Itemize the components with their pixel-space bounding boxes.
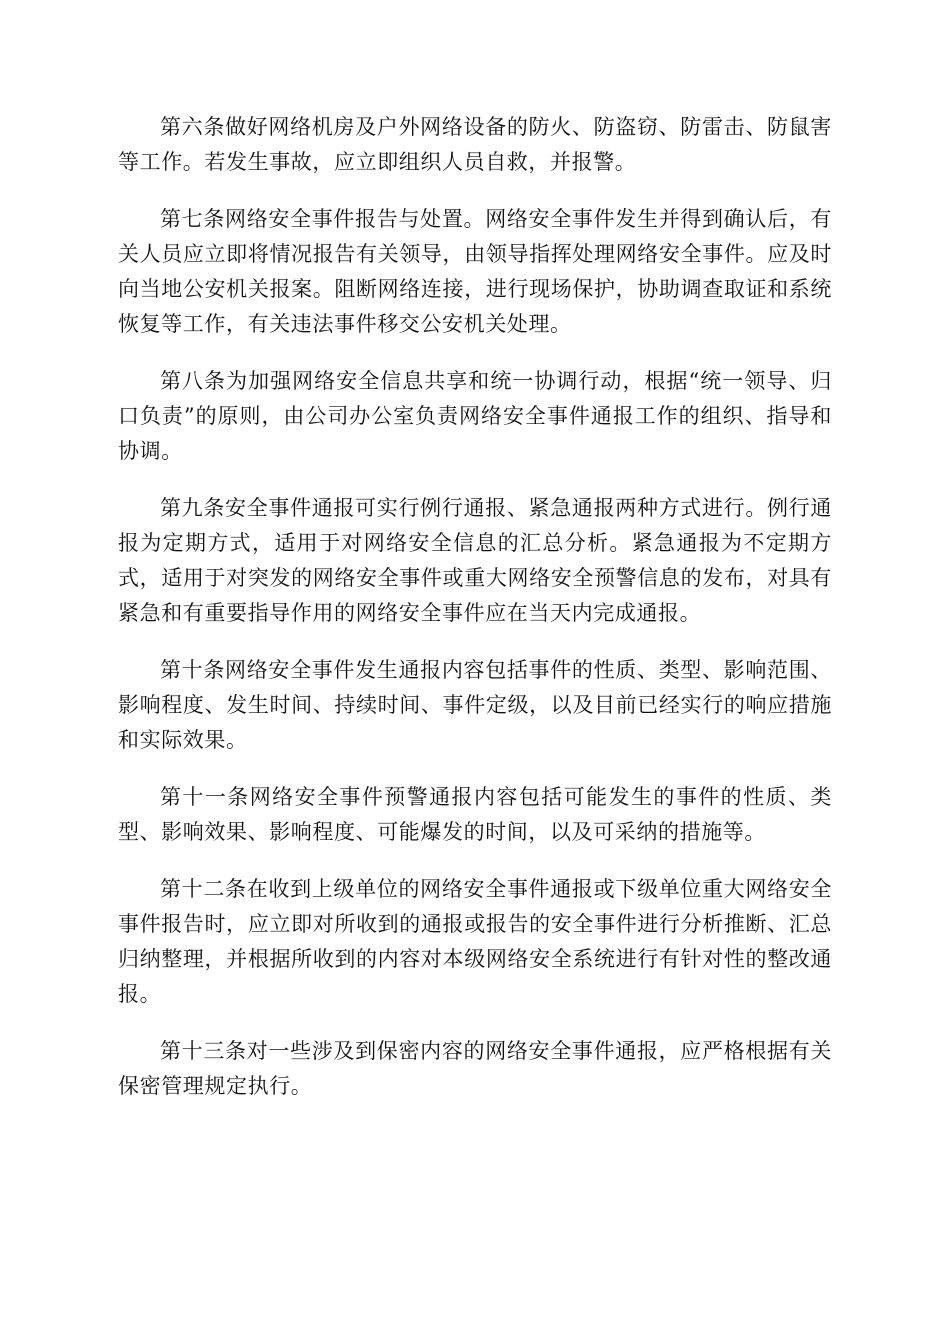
paragraph-article-12: 第十二条在收到上级单位的网络安全事件通报或下级单位重大网络安全事件报告时，应立即对所收到的通报或报告的安全事件进行分析推断、汇总归纳整理，并根据所收到的内容对本级网络安全系统进行有针对性的整改通报。 [118, 877, 832, 1006]
paragraph-article-11: 第十一条网络安全事件预警通报内容包括可能发生的事件的性质、类型、影响效果、影响程度、可能爆发的时间，以及可采纳的措施等。 [118, 785, 832, 844]
paragraph-article-9: 第九条安全事件通报可实行例行通报、紧急通报两种方式进行。例行通报为定期方式，适用于对网络安全信息的汇总分析。紧急通报为不定期方式，适用于对突发的网络安全事件或重大网络安全预警信息的发布，对具有紧急和有重要指导作用的网络安全事件应在当天内完成通报。 [118, 496, 832, 625]
document-page [118, 110, 832, 1126]
paragraph-article-10: 第十条网络安全事件发生通报内容包括事件的性质、类型、影响范围、影响程度、发生时间、持续时间、事件定级，以及目前已经实行的响应措施和实际效果。 [118, 658, 832, 752]
paragraph-article-6: 第六条做好网络机房及户外网络设备的防火、防盗窃、防雷击、防鼠害等工作。若发生事故，应立即组织人员自救，并报警。 [118, 115, 832, 174]
paragraph-article-7: 第七条网络安全事件报告与处置。网络安全事件发生并得到确认后，有关人员应立即将情况报告有关领导，由领导指挥处理网络安全事件。应及时向当地公安机关报案。阻断网络连接，进行现场保护，协助调查取证和系统恢复等工作，有关违法事件移交公安机关处理。 [118, 207, 832, 336]
paragraph-article-13: 第十三条对一些涉及到保密内容的网络安全事件通报，应严格根据有关保密管理规定执行。 [118, 1039, 832, 1098]
paragraph-article-8: 第八条为加强网络安全信息共享和统一协调行动，根据“统一领导、归口负责”的原则，由公司办公室负责网络安全事件通报工作的组织、指导和协调。 [118, 369, 832, 463]
